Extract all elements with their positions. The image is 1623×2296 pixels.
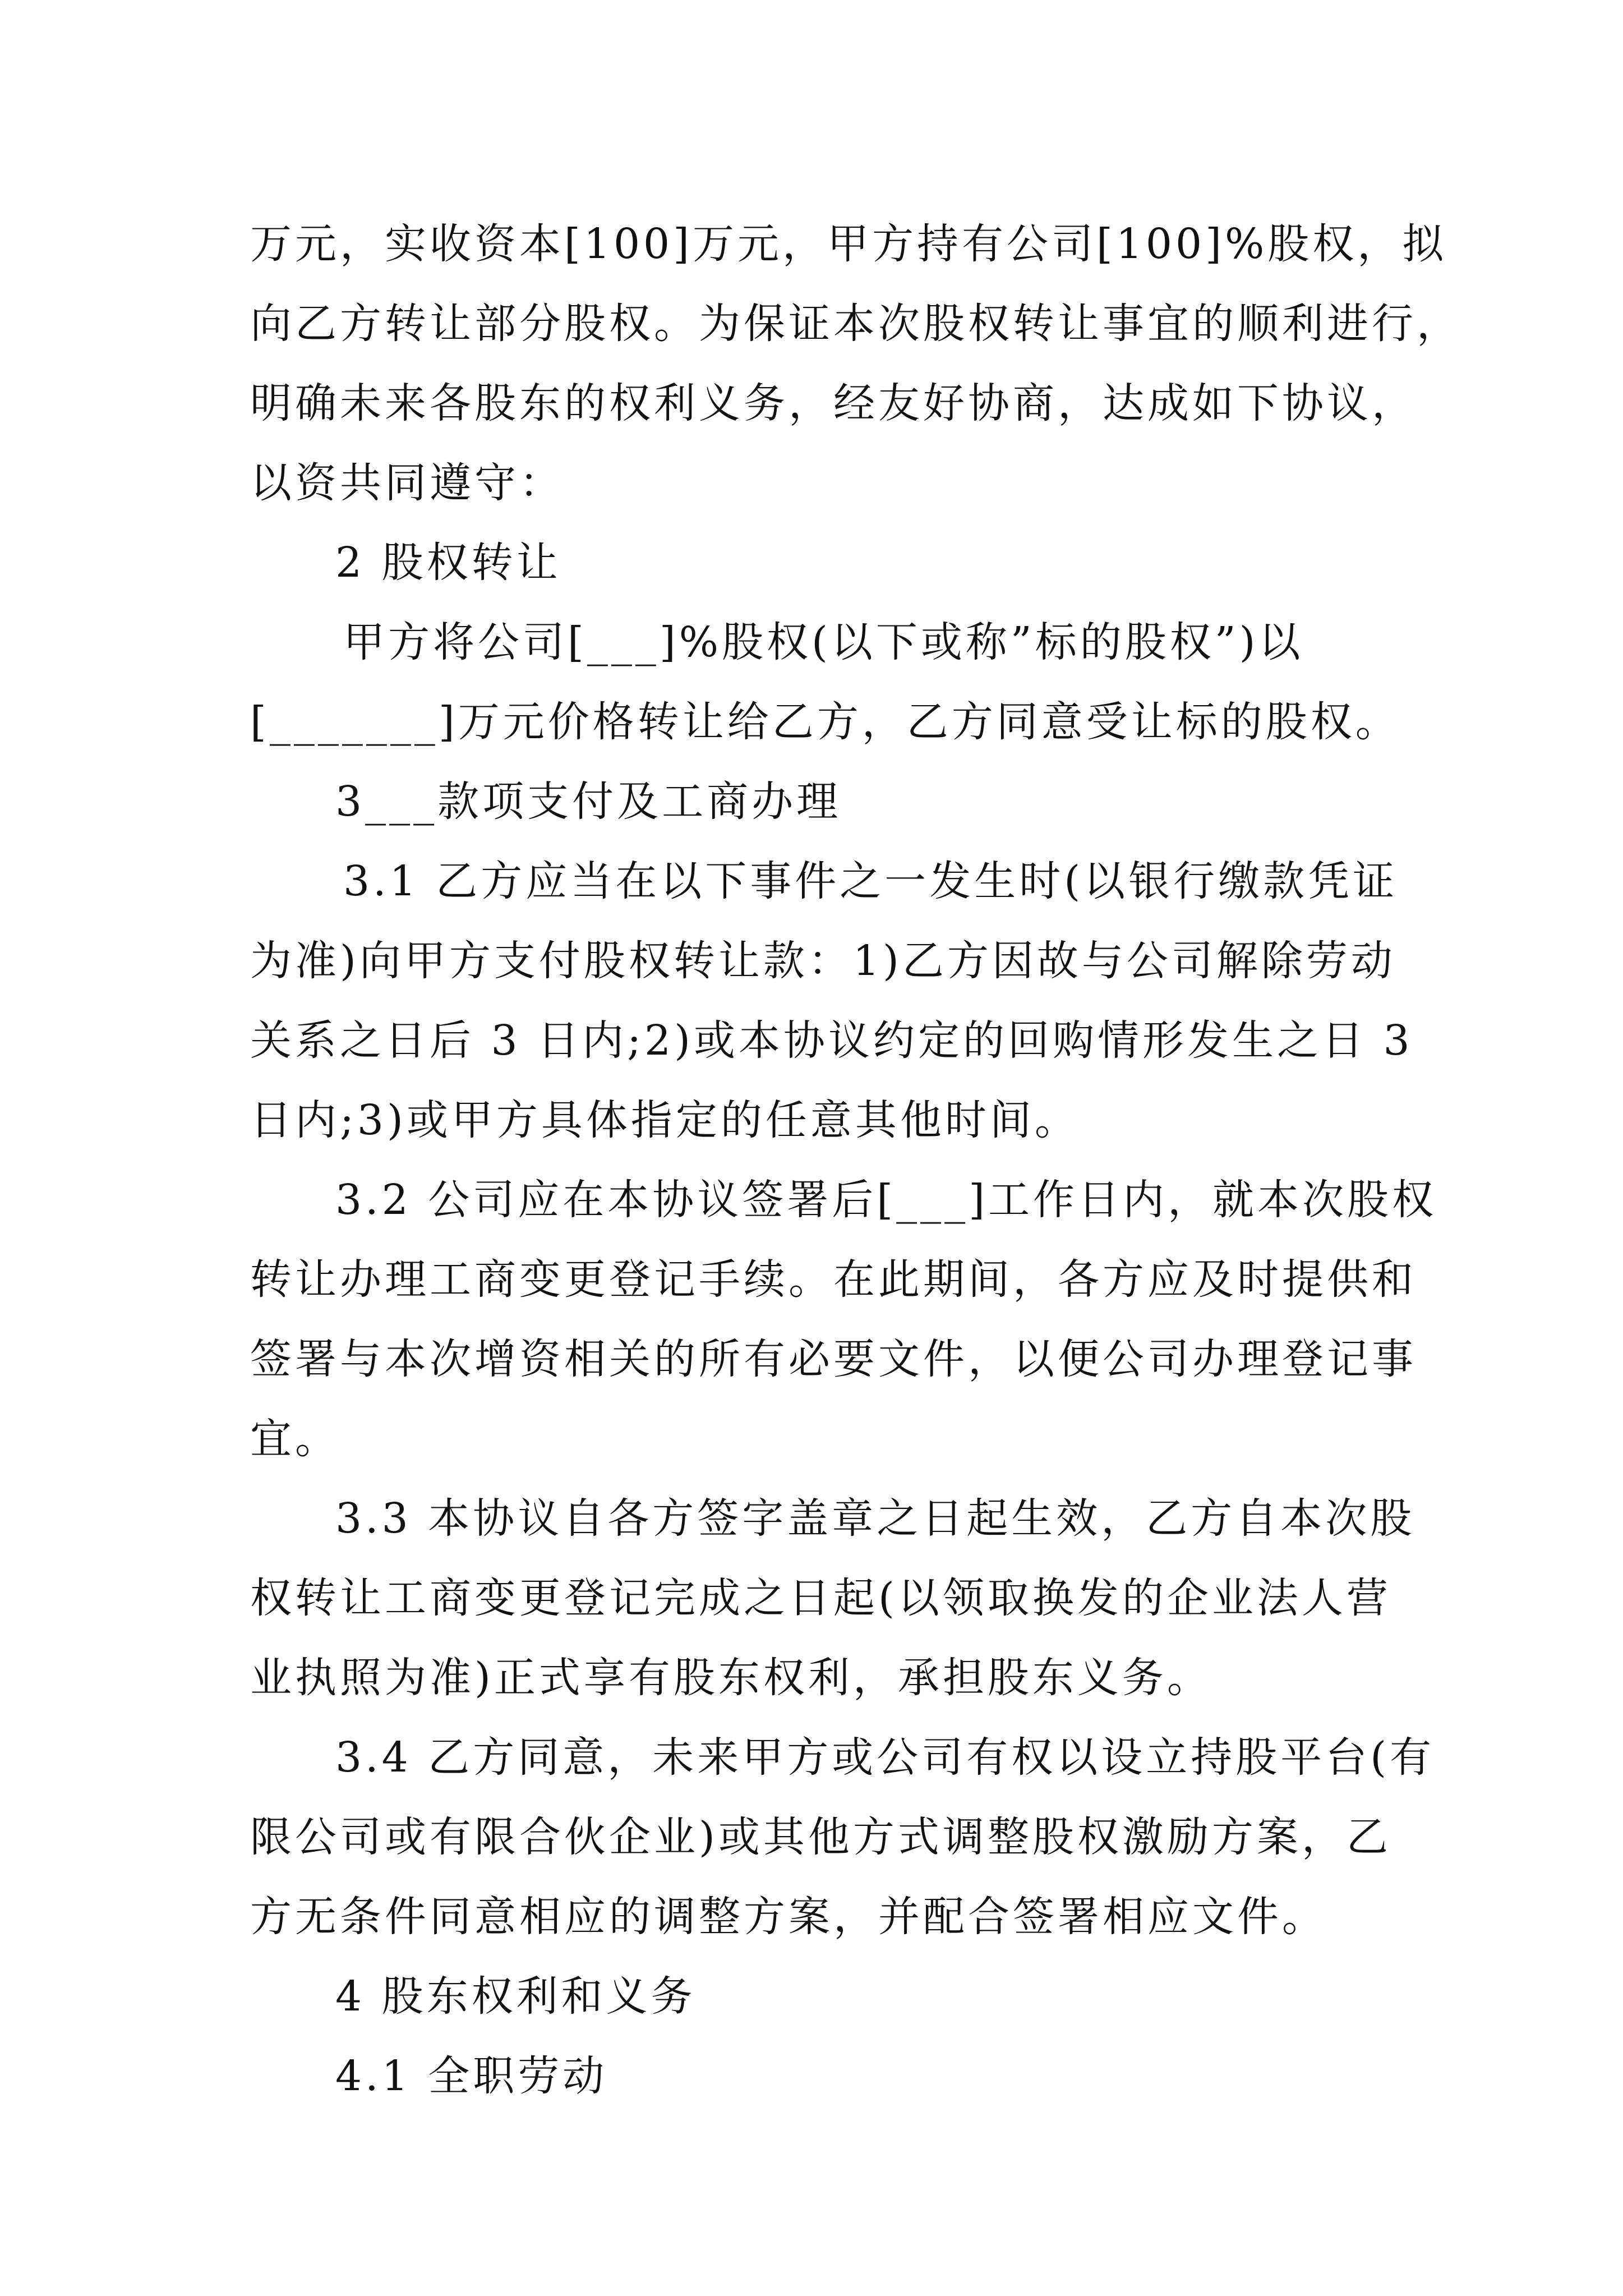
paragraph-line: 转让办理工商变更登记手续。在此期间，各方应及时提供和: [250, 1255, 1417, 1304]
paragraph-line: 明确未来各股东的权利义务，经友好协商，达成如下协议，: [250, 379, 1417, 427]
paragraph-line: 万元，实收资本[100]万元，甲方持有公司[100]%股权，拟: [250, 220, 1447, 268]
paragraph-line: 宜。: [250, 1415, 340, 1463]
paragraph-line: 方无条件同意相应的调整方案，并配合签署相应文件。: [250, 1893, 1327, 1941]
paragraph-line: 限公司或有限合伙企业)或其他方式调整股权激励方案，乙: [250, 1813, 1391, 1861]
paragraph-line: 3.4 乙方同意，未来甲方或公司有权以设立持股平台(有: [335, 1733, 1435, 1782]
section-heading: 4.1 全职劳动: [335, 2052, 608, 2100]
paragraph-line: [_______]万元价格转让给乙方，乙方同意受让标的股权。: [250, 698, 1400, 746]
paragraph-line: 3.3 本协议自各方签字盖章之日起生效，乙方自本次股: [335, 1494, 1415, 1543]
paragraph-line: 甲方将公司[___]%股权(以下或称”标的股权”)以: [343, 618, 1304, 666]
paragraph-line: 关系之日后 3 日内;2)或本协议约定的回购情形发生之日 3: [250, 1016, 1413, 1065]
paragraph-line: 以资共同遵守：: [250, 459, 564, 507]
paragraph-line: 向乙方转让部分股权。为保证本次股权转让事宜的顺利进行，: [250, 300, 1461, 348]
paragraph-line: 业执照为准)正式享有股东权利，承担股东义务。: [250, 1654, 1212, 1702]
paragraph-line: 权转让工商变更登记完成之日起(以领取换发的企业法人营: [250, 1574, 1391, 1622]
section-heading: 4 股东权利和义务: [335, 1972, 696, 2021]
paragraph-line: 日内;3)或甲方具体指定的任意其他时间。: [250, 1096, 1080, 1144]
section-heading: 3___款项支付及工商办理: [335, 777, 842, 826]
paragraph-line: 3.2 公司应在本协议签署后[___]工作日内，就本次股权: [335, 1176, 1437, 1224]
paragraph-line: 签署与本次增资相关的所有必要文件，以便公司办理登记事: [250, 1335, 1417, 1383]
section-heading: 2 股权转让: [335, 539, 561, 587]
paragraph-line: 3.1 乙方应当在以下事件之一发生时(以银行缴款凭证: [343, 857, 1398, 905]
paragraph-line: 为准)向甲方支付股权转让款：1)乙方因故与公司解除劳动: [250, 937, 1396, 985]
